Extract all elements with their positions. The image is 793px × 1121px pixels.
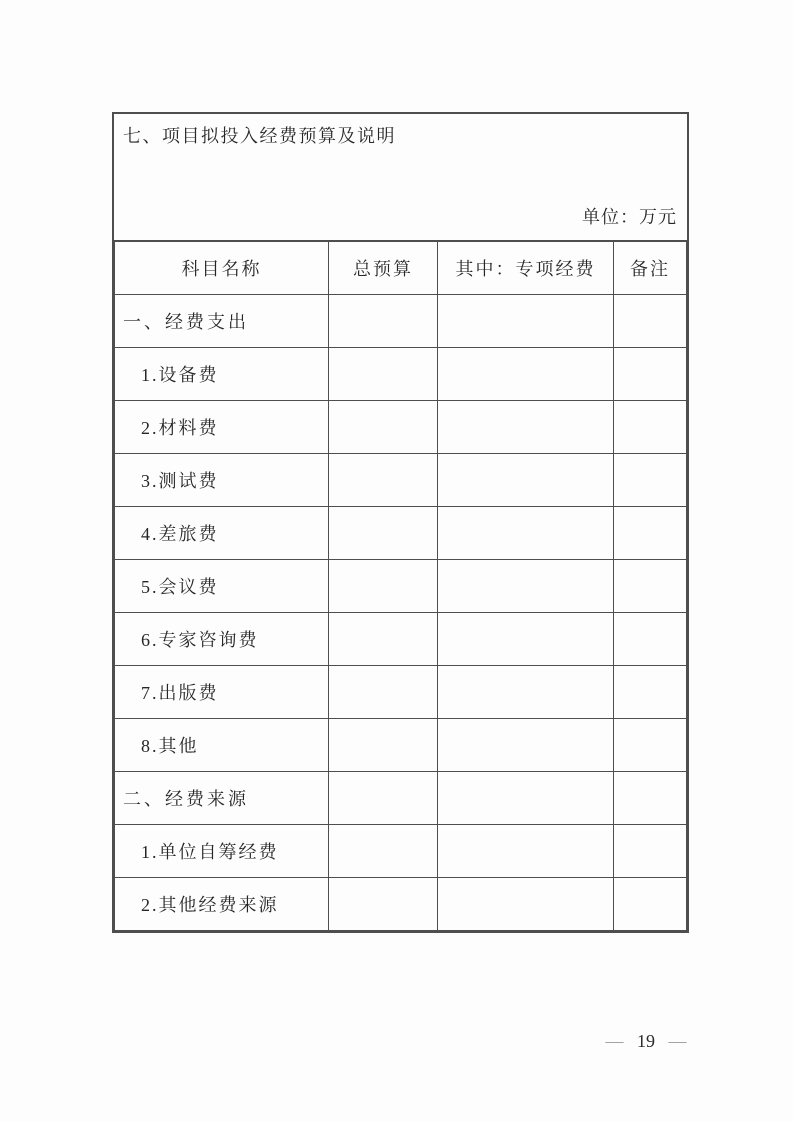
special-funds-cell bbox=[438, 560, 614, 613]
page-number-dash-right: — bbox=[668, 1031, 687, 1051]
total-budget-cell bbox=[329, 825, 438, 878]
remarks-cell bbox=[614, 507, 687, 560]
total-budget-cell bbox=[329, 295, 438, 348]
table-row bbox=[115, 507, 687, 560]
subject-cell: 6.专家咨询费 bbox=[115, 613, 329, 666]
remarks-cell bbox=[614, 878, 687, 931]
subject-cell: 5.会议费 bbox=[115, 560, 329, 613]
subject-cell: 2.其他经费来源 bbox=[115, 878, 329, 931]
subject-cell: 1.单位自筹经费 bbox=[115, 825, 329, 878]
budget-table bbox=[112, 112, 689, 933]
subject-cell: 3.测试费 bbox=[115, 454, 329, 507]
total-budget-cell bbox=[329, 560, 438, 613]
table-row bbox=[115, 348, 687, 401]
subject-cell: 8.其他 bbox=[115, 719, 329, 772]
total-budget-cell bbox=[329, 878, 438, 931]
table-row bbox=[115, 878, 687, 931]
header-row bbox=[115, 242, 687, 295]
remarks-cell bbox=[614, 772, 687, 825]
page-number-dash-left: — bbox=[605, 1031, 624, 1051]
table-row bbox=[115, 825, 687, 878]
subject-cell: 1.设备费 bbox=[115, 348, 329, 401]
total-budget-cell bbox=[329, 507, 438, 560]
special-funds-cell bbox=[438, 295, 614, 348]
total-budget-cell bbox=[329, 772, 438, 825]
special-funds-cell bbox=[438, 454, 614, 507]
special-funds-cell bbox=[438, 401, 614, 454]
special-funds-cell bbox=[438, 507, 614, 560]
table-row bbox=[115, 772, 687, 825]
remarks-cell bbox=[614, 613, 687, 666]
subject-cell: 2.材料费 bbox=[115, 401, 329, 454]
subject-cell: 4.差旅费 bbox=[115, 507, 329, 560]
col-header-special-funds: 其中：专项经费 bbox=[438, 242, 614, 295]
subject-cell: 7.出版费 bbox=[115, 666, 329, 719]
col-header-remarks: 备注 bbox=[614, 242, 687, 295]
subject-cell: 一、经费支出 bbox=[115, 295, 329, 348]
table-row bbox=[115, 401, 687, 454]
remarks-cell bbox=[614, 348, 687, 401]
remarks-cell bbox=[614, 560, 687, 613]
remarks-cell bbox=[614, 454, 687, 507]
total-budget-cell bbox=[329, 454, 438, 507]
table-row bbox=[115, 454, 687, 507]
section-title: 七、项目拟投入经费预算及说明 bbox=[123, 126, 396, 146]
subject-cell: 二、经费来源 bbox=[115, 772, 329, 825]
special-funds-cell bbox=[438, 348, 614, 401]
total-budget-cell bbox=[329, 666, 438, 719]
table-row bbox=[115, 719, 687, 772]
budget-grid bbox=[114, 241, 687, 931]
table-row bbox=[115, 560, 687, 613]
table-row bbox=[115, 295, 687, 348]
remarks-cell bbox=[614, 666, 687, 719]
page-number bbox=[576, 1031, 716, 1052]
remarks-cell bbox=[614, 825, 687, 878]
total-budget-cell bbox=[329, 401, 438, 454]
special-funds-cell bbox=[438, 613, 614, 666]
remarks-cell bbox=[614, 401, 687, 454]
special-funds-cell bbox=[438, 719, 614, 772]
special-funds-cell bbox=[438, 772, 614, 825]
special-funds-cell bbox=[438, 825, 614, 878]
special-funds-cell bbox=[438, 666, 614, 719]
total-budget-cell bbox=[329, 348, 438, 401]
total-budget-cell bbox=[329, 719, 438, 772]
table-row bbox=[115, 666, 687, 719]
table-row bbox=[115, 613, 687, 666]
col-header-subject: 科目名称 bbox=[115, 242, 329, 295]
page-number-value: 19 bbox=[637, 1031, 655, 1051]
remarks-cell bbox=[614, 719, 687, 772]
remarks-cell bbox=[614, 295, 687, 348]
total-budget-cell bbox=[329, 613, 438, 666]
table-title-cell bbox=[114, 114, 687, 241]
col-header-total-budget: 总预算 bbox=[329, 242, 438, 295]
unit-label: 单位：万元 bbox=[582, 207, 677, 227]
special-funds-cell bbox=[438, 878, 614, 931]
